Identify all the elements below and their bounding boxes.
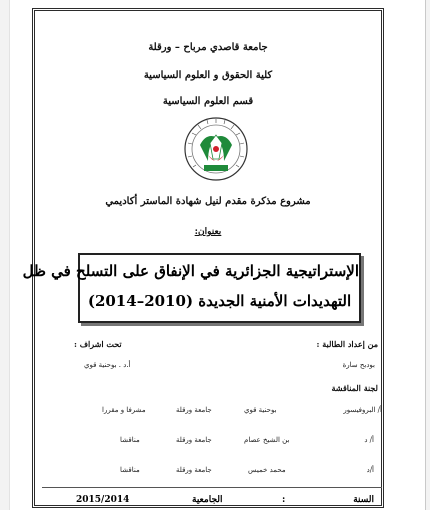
committee-row-3-role: مناقشا: [120, 466, 140, 474]
committee-row-3-name: محمد خميس: [248, 466, 286, 474]
university-name: جامعة قاصدي مرباح – ورقلة: [148, 42, 268, 53]
university-emblem-icon: [178, 115, 254, 183]
department-name: قسم العلوم السياسية: [162, 96, 254, 107]
title-label: بعنوان:: [194, 227, 222, 237]
committee-label: لجنة المناقشة: [331, 383, 378, 393]
academic-year: 2015/2014: [76, 495, 130, 505]
committee-row-1-name: بوحنية قوي: [244, 406, 277, 414]
year-label: السنة: [353, 495, 374, 505]
committee-row-3-title: أ/د: [366, 466, 374, 474]
year-separator: :: [282, 495, 286, 505]
committee-row-2-name: بن الشيخ عصام: [244, 436, 290, 444]
committee-row-2-role: مناقشا: [120, 436, 140, 444]
committee-row-3-university: جامعة ورقلة: [176, 466, 212, 474]
committee-row-2-university: جامعة ورقلة: [176, 436, 212, 444]
supervisor-name: أ.د . بوحنية قوي: [84, 361, 131, 369]
thesis-title-line-1: الإستراتيجية الجزائرية في الإنفاق على التسلح في ظل: [22, 262, 359, 280]
faculty-name: كلية الحقوق و العلوم السياسية: [143, 70, 273, 81]
academic-label: الجامعية: [192, 495, 223, 505]
student-name: بودبح سارة: [342, 361, 375, 369]
committee-row-2-title: أ/ د: [364, 436, 374, 444]
thesis-title-box: [22, 253, 361, 323]
supervisor-label: تحت اشراف :: [74, 339, 122, 349]
committee-row-1-title: أ/ البروفيسور: [343, 406, 382, 414]
committee-row-1-university: جامعة ورقلة: [176, 406, 212, 414]
divider: [42, 487, 382, 488]
memo-description: مشروع مذكرة مقدم لنيل شهادة الماستر أكاديمي: [105, 196, 311, 207]
thesis-title-line-2: التهديدات الأمنية الجديدة (2010–2014): [87, 292, 352, 310]
committee-row-1-role: مشرفا و مقررا: [102, 406, 146, 414]
student-label: من إعداد الطالبة :: [316, 339, 378, 349]
